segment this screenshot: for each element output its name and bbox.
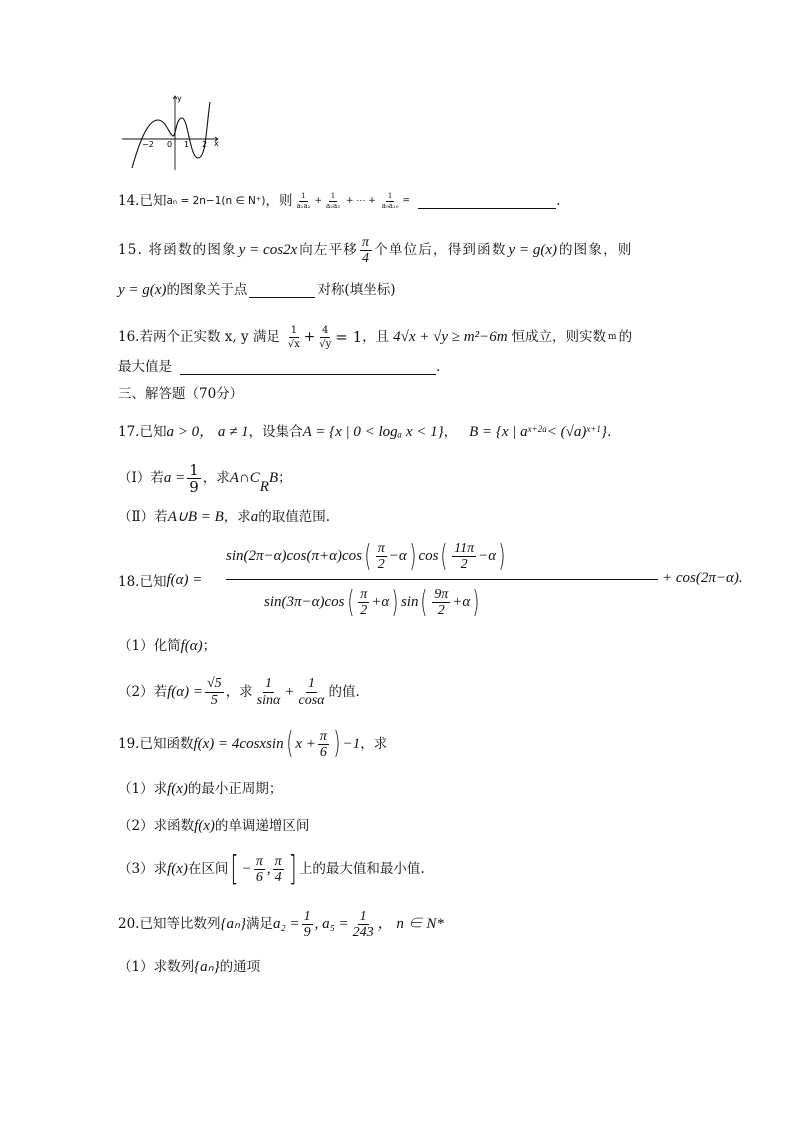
question-19: 19.已知函数 f(x) = 4cosxsin ( x + $\frac{\pi}{6}$ ) −1 ，求 [118, 726, 388, 761]
tick-neg2: −2 [142, 140, 154, 149]
q15-text-b: 向左平移 [299, 242, 359, 258]
q14-frac-2: $\frac{1}{\text{a₂a₃}}$ [325, 191, 340, 210]
question-17 [118, 420, 611, 444]
q17-part1 [118, 460, 292, 496]
q19-part1: （1）求 f(x) 的最小正周期； [118, 781, 283, 797]
x-label: x [214, 139, 219, 148]
q14-frac-3: $\frac{1}{\text{a₉a₁₀}}$ [381, 191, 399, 210]
q15-func2: y = g(x) [508, 242, 557, 258]
q14-frac-1: $\frac{1}{\text{a₁a₂}}$ [296, 191, 311, 210]
question-18 [118, 536, 743, 624]
q17-p1-label: （Ⅰ）若 [118, 470, 164, 486]
q14-end: . [556, 193, 561, 209]
q17-p2-text: ，求 [223, 509, 251, 525]
q19-part3: （3）求 f(x) 在区间 [ − $\frac{\pi}{6}$ , $\frac{\pi}{4}$ ] 上的最大值和最小值. [118, 849, 425, 889]
q17-comma: ， [443, 424, 458, 440]
q15-frac: $\frac{\pi}{4}$ [362, 234, 371, 266]
q16-text-a: 16.若两个正实数 x, y 满足 [118, 329, 280, 345]
tick-2: 2 [202, 140, 208, 149]
q18-part1: （1）化简 f(α) ； [118, 638, 217, 654]
q17-part2 [118, 508, 330, 526]
q16-text-b: ，且 [362, 329, 390, 345]
q15-answer-blank[interactable] [249, 283, 315, 298]
q16-frac-2: $\frac{4}{√y}$ [319, 324, 332, 350]
q17-cond: a > 0， a ≠ 1 [166, 424, 249, 440]
q17-p1-text: ，求 [202, 470, 230, 486]
q15-text-a: 15. 将函数的图象 [118, 242, 237, 258]
q16-text-e: 最大值是 [118, 359, 172, 375]
q17-intro: 17.已知 [118, 424, 167, 440]
question-20: 20.已知等比数列 {aₙ} 满足 a₂ = $\frac{1}{9}$ , a₅ = $\frac{1}{243}$ ， n ∈ N* [118, 908, 444, 940]
q14-prefix: 14.已知 [118, 193, 167, 209]
q16-answer-blank[interactable] [180, 360, 436, 375]
question-15-line1 [118, 233, 632, 267]
q16-text-c: 恒成立，则实数 [511, 329, 607, 345]
section-heading: 三、解答题（70分） [118, 386, 244, 402]
question-14 [118, 186, 560, 216]
graph-svg [118, 90, 226, 174]
q15-text-c: 个单位后，得到函数 [374, 242, 507, 258]
q17-p1-frac: $\frac{1}{9}$ [189, 460, 199, 496]
q17-p2-a: a [250, 509, 259, 525]
q15-func3: y = g(x) [118, 282, 167, 298]
q17-p2-end: 的取值范围. [258, 509, 331, 525]
tick-1: 1 [184, 140, 190, 149]
curve [132, 102, 210, 168]
q19-part2: （2）求函数 f(x) 的单调递增区间 [118, 818, 310, 834]
q14-answer-blank[interactable] [418, 194, 556, 209]
q17-p1-b: B [268, 470, 279, 486]
q17-p1-expr: A∩C [229, 470, 260, 486]
q14-plus: + [314, 195, 322, 206]
q15-text-d: 的图象，则 [558, 242, 633, 258]
q16-plus: + [303, 329, 316, 345]
q17-p2-label: （Ⅱ）若 [118, 509, 168, 525]
q17-setB: B = {x | a [469, 424, 528, 440]
q20-part1: （1）求数列 {aₙ} 的通项 [118, 959, 261, 975]
q15-text-e: 的图象关于点 [166, 282, 248, 298]
q16-text-d: 的 [618, 329, 633, 345]
function-graph [118, 90, 226, 174]
q17-p1-a: a = [163, 470, 186, 486]
q18-f: f(α) = [166, 571, 203, 588]
y-label: y [177, 94, 182, 103]
q18-fraction-bar [226, 579, 658, 580]
question-16-line2 [118, 358, 440, 376]
q18-part2: （2）若 f(α) = $\frac{√5}{5}$ ，求 $\frac{1}{\sin\alpha}$ + $\frac{1}{\cos\alpha}$ 的值. [118, 675, 360, 708]
q16-end: . [436, 359, 441, 375]
q17-text1: ，设集合 [248, 424, 303, 440]
q15-text-f: 对称(填坐标) [317, 282, 396, 298]
q17-p2-expr: A∪B = B [167, 509, 224, 525]
q17-setA: A = {x | 0 < logₐ x < 1} [302, 424, 444, 440]
q18-tail: + cos(2π−α). [662, 570, 743, 586]
q17-close: } [600, 424, 607, 440]
q18-denominator: sin(3π−α)cos ( $\frac{\pi}{2}$ +α ) sin ( $\frac{9\pi}{2}$ +α ) [264, 584, 480, 620]
q16-eq: = 1 [335, 328, 363, 346]
q14-then: ，则 [265, 193, 293, 209]
q18-intro: 18.已知 [118, 574, 167, 590]
q14-dots: + ⋯ + [345, 195, 376, 206]
q15-func1: y = cos2x [238, 242, 298, 258]
question-15-line2 [118, 281, 395, 299]
q17-expB: x+2a [527, 424, 547, 434]
q14-eq: = [402, 195, 411, 206]
question-16-line1 [118, 318, 632, 356]
tick-0: 0 [167, 140, 173, 149]
q17-lt: < (√a) [546, 424, 587, 440]
q17-exp2: x+1 [586, 424, 601, 434]
q16-m: m [608, 332, 617, 342]
q18-numerator: sin(2π−α)cos(π+α)cos ( $\frac{\pi}{2}$ −α ) cos ( $\frac{11\pi}{2}$ −α ) [226, 538, 506, 574]
q14-formula: aₙ = 2n−1(n ∈ N⁺) [166, 195, 266, 207]
q17-p1-end: ； [278, 470, 292, 486]
q17-end: . [606, 424, 612, 440]
q17-p1-sub: R [259, 479, 269, 495]
q16-frac-1: $\frac{1}{√x}$ [287, 324, 300, 350]
q16-ineq: 4√x + √y ≥ m²−6m [393, 329, 508, 345]
